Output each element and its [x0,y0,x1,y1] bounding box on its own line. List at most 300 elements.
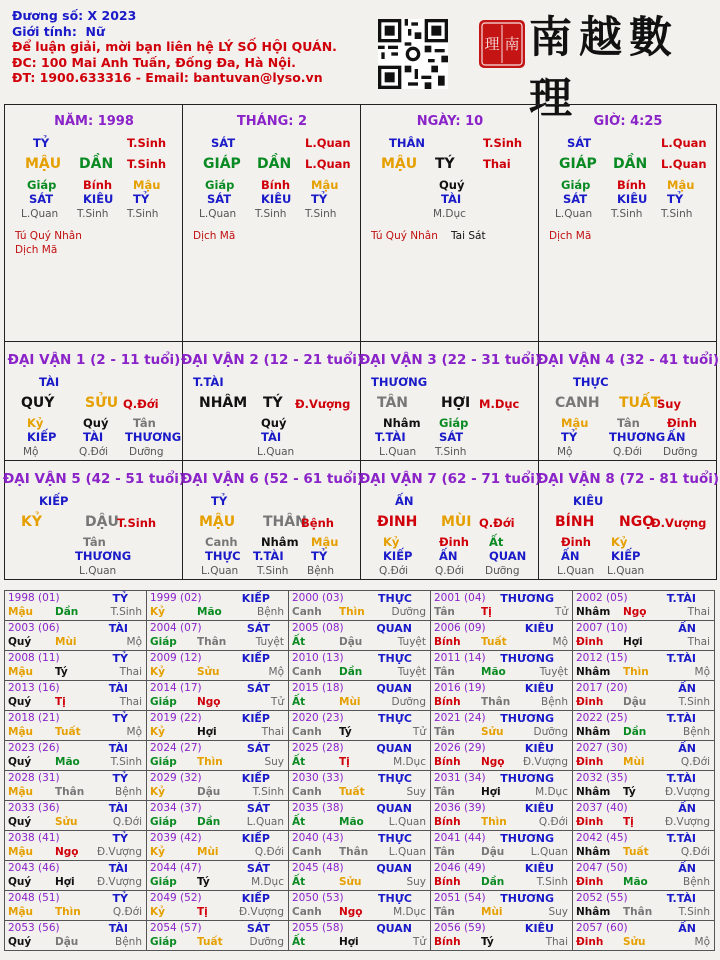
earthly-branch: DẦN [79,156,114,172]
year-branch: Tý [339,726,352,738]
year-cell[interactable] [146,800,289,831]
year-cell[interactable] [288,830,431,861]
hidden-twelve-stage: T.Sinh [255,208,287,220]
subject-name: Đương số: X 2023 [12,8,137,23]
year-cell[interactable] [572,740,715,771]
year-label: 2027 (30) [576,742,628,754]
year-branch: Hợi [623,636,643,648]
year-stem: Kỷ [150,906,165,918]
luck-twelve-stage: T.Sinh [117,516,157,530]
year-label: 2015 (18) [292,682,344,694]
year-stem: Canh [292,726,322,738]
year-twelve-stage: M.Dục [393,756,426,768]
ten-god-stem: SÁT [211,136,236,150]
year-cell[interactable] [146,650,289,681]
year-ten-god: KIÊU [524,862,554,875]
year-stem: Ất [292,636,306,648]
year-branch: Hợi [55,876,75,888]
year-ten-god: SÁT [246,682,270,695]
year-cell[interactable] [288,800,431,831]
year-ten-god: QUAN [376,802,412,815]
year-branch: Tý [197,876,210,888]
hidden-stem: Mậu [311,178,339,192]
year-twelve-stage: Đ.Vượng [664,786,710,798]
year-label: 2039 (42) [150,832,202,844]
year-cell[interactable] [146,710,289,741]
year-cell[interactable] [4,740,147,771]
luck-twelve-stage: Suy [657,397,681,411]
year-cell[interactable] [288,620,431,651]
year-twelve-stage: Bệnh [683,876,710,888]
year-stem: Đinh [576,936,604,948]
year-twelve-stage: Bệnh [541,696,568,708]
heavenly-stem: GIÁP [559,156,597,172]
year-label: 2019 (22) [150,712,202,724]
year-stem: Kỷ [150,846,165,858]
luck-hidden-ten-god: ẤN [439,549,458,563]
luck-hidden-twelve-stage: Mộ [23,446,39,458]
luck-hidden-stem: Quý [83,416,109,430]
year-stem: Giáp [150,936,177,948]
year-cell[interactable] [572,620,715,651]
year-ten-god: THƯƠNG [500,592,554,605]
twelve-stage-branch: Thai [483,157,511,171]
year-branch: Dậu [55,936,79,948]
hidden-twelve-stage: T.Sinh [611,208,643,220]
hidden-twelve-stage: L.Quan [199,208,237,220]
year-twelve-stage: Q.Đới [112,906,142,918]
year-stem: Đinh [576,876,604,888]
year-twelve-stage: Tuyệt [397,636,426,648]
year-label: 2017 (20) [576,682,628,694]
year-branch: Tý [481,936,494,948]
luck-hidden-stem: Mậu [311,535,339,549]
ten-god-stem: SÁT [567,136,592,150]
year-stem: Giáp [150,636,177,648]
year-twelve-stage: Thai [119,696,142,708]
year-label: 2053 (56) [8,922,60,934]
special-star: Dịch Mã [549,230,592,242]
year-ten-god: TỶ [112,712,128,725]
year-label: 2045 (48) [292,862,344,874]
year-stem: Đinh [576,696,604,708]
year-twelve-stage: T.Sinh [678,906,710,918]
year-stem: Quý [8,936,32,948]
year-label: 2044 (47) [150,862,202,874]
year-ten-god: KIẾP [241,832,270,845]
luck-hidden-twelve-stage: Q.Đới [435,565,465,577]
year-cell[interactable] [572,680,715,711]
pillar-box [360,104,539,342]
year-ten-god: QUAN [376,742,412,755]
year-ten-god: QUAN [376,922,412,935]
year-cell[interactable] [4,770,147,801]
year-ten-god: KIÊU [524,682,554,695]
year-cell[interactable] [288,860,431,891]
year-stem: Canh [292,606,322,618]
address-line: ĐC: 100 Mai Anh Tuấn, Đống Đa, Hà Nội. [12,54,296,70]
year-cell[interactable] [4,620,147,651]
luck-ten-god: THỰC [573,375,609,389]
luck-hidden-twelve-stage: T.Sinh [435,446,467,458]
luck-hidden-twelve-stage: L.Quan [201,565,239,577]
twelve-stage-branch: L.Quan [305,157,351,171]
year-ten-god: KIÊU [524,742,554,755]
year-branch: Ngọ [623,606,647,618]
seal-icon [478,19,526,69]
year-stem: Mậu [8,606,34,618]
year-branch: Mùi [55,636,77,648]
luck-branch: TÝ [263,395,283,411]
luck-branch: SỬU [85,395,119,411]
year-label: 1999 (02) [150,592,202,604]
year-ten-god: KIẾP [241,892,270,905]
twelve-stage-branch: L.Quan [661,157,707,171]
year-ten-god: THỰC [378,652,412,665]
year-branch: Thân [55,786,85,798]
year-stem: Nhâm [576,846,611,858]
year-cell[interactable] [572,770,715,801]
year-stem: Quý [8,696,32,708]
pillar-title: GIỜ: 4:25 [593,114,663,129]
year-label: 2050 (53) [292,892,344,904]
year-twelve-stage: L.Quan [388,816,426,828]
year-cell[interactable] [288,920,431,951]
luck-branch: MÙI [441,514,472,530]
year-label: 2055 (58) [292,922,344,934]
hidden-twelve-stage: L.Quan [555,208,593,220]
luck-period-box [2,460,186,580]
year-twelve-stage: Thai [687,636,710,648]
year-ten-god: SÁT [246,742,270,755]
year-branch: Dần [481,876,505,888]
year-cell[interactable] [430,830,573,861]
earthly-branch: DẦN [613,156,648,172]
year-cell[interactable] [430,800,573,831]
year-ten-god: ẤN [678,682,696,695]
pillar-title: NGÀY: 10 [416,114,484,129]
year-label: 1998 (01) [8,592,60,604]
luck-hidden-ten-god: SÁT [439,430,464,444]
year-stem: Kỷ [150,726,165,738]
year-cell[interactable] [572,590,715,621]
luck-hidden-twelve-stage: Q.Đới [379,565,409,577]
luck-hidden-twelve-stage: L.Quan [79,565,117,577]
year-ten-god: THƯƠNG [500,772,554,785]
year-cell[interactable] [572,650,715,681]
year-branch: Tị [55,696,66,708]
ten-god-stem: THÂN [389,136,425,150]
year-cell[interactable] [288,710,431,741]
pillar-title: THÁNG: 2 [236,114,308,129]
year-stem: Canh [292,846,322,858]
year-cell[interactable] [572,830,715,861]
year-label: 2011 (14) [434,652,486,664]
year-cell[interactable] [146,770,289,801]
luck-period-box [536,460,720,580]
year-twelve-stage: Mộ [694,666,710,678]
year-label: 2041 (44) [434,832,486,844]
year-cell[interactable] [4,860,147,891]
luck-hidden-twelve-stage: Dưỡng [663,446,698,458]
year-branch: Hợi [339,936,359,948]
year-label: 2016 (19) [434,682,486,694]
year-stem: Nhâm [576,666,611,678]
year-twelve-stage: Tử [554,606,568,618]
year-ten-god: QUAN [376,682,412,695]
luck-hidden-twelve-stage: Mộ [557,446,573,458]
luck-hidden-ten-god: KIẾP [27,430,57,444]
hidden-stem: Quý [439,178,465,192]
year-cell[interactable] [430,650,573,681]
year-ten-god: QUAN [376,622,412,635]
year-cell[interactable] [430,890,573,921]
year-branch: Ngọ [55,846,79,858]
luck-stem: MẬU [199,514,236,530]
luck-period-box [358,460,542,580]
year-cell[interactable] [288,770,431,801]
year-label: 2000 (03) [292,592,344,604]
year-branch: Sửu [197,666,220,678]
year-branch: Sửu [55,816,78,828]
year-cell[interactable] [288,740,431,771]
year-twelve-stage: M.Dục [393,906,426,918]
year-cell[interactable] [430,680,573,711]
year-cell[interactable] [430,740,573,771]
year-cell[interactable] [146,920,289,951]
year-stem: Mậu [8,786,34,798]
year-twelve-stage: M.Dục [535,786,568,798]
hidden-ten-god: SÁT [563,192,588,206]
year-label: 2028 (31) [8,772,60,784]
year-stem: Đinh [576,816,604,828]
year-label: 2018 (21) [8,712,60,724]
year-cell[interactable] [288,890,431,921]
year-twelve-stage: Suy [264,756,284,768]
year-ten-god: KIẾP [241,592,270,605]
year-ten-god: T.TÀI [666,772,696,785]
year-cell[interactable] [4,680,147,711]
year-stem: Bính [434,696,461,708]
year-cell[interactable] [4,890,147,921]
year-label: 2008 (11) [8,652,60,664]
year-ten-god: THỰC [378,592,412,605]
year-branch: Dần [55,606,79,618]
luck-period-title: ĐẠI VẬN 5 (42 - 51 tuổi) [2,471,186,487]
luck-hidden-ten-god: ẤN [667,430,686,444]
luck-twelve-stage: Đ.Vượng [651,516,707,530]
luck-ten-god: KIÊU [573,494,604,508]
year-twelve-stage: Tử [412,726,426,738]
year-branch: Mùi [339,696,361,708]
year-ten-god: T.TÀI [666,892,696,905]
year-ten-god: THỰC [378,832,412,845]
luck-twelve-stage: Q.Đới [479,516,515,530]
year-twelve-stage: Mộ [552,636,568,648]
year-cell[interactable] [430,620,573,651]
luck-period-box [358,341,542,461]
year-twelve-stage: T.Sinh [110,756,142,768]
year-ten-god: KIÊU [524,622,554,635]
year-label: 2034 (37) [150,802,202,814]
luck-stem: ĐINH [377,514,418,530]
year-branch: Thìn [339,606,365,618]
year-label: 2012 (15) [576,652,628,664]
year-cell[interactable] [146,860,289,891]
year-branch: Hợi [481,786,501,798]
year-stem: Canh [292,786,322,798]
year-twelve-stage: Thai [545,936,568,948]
hidden-stem: Bính [617,178,647,192]
year-label: 2002 (05) [576,592,628,604]
year-branch: Tuất [623,846,649,858]
year-twelve-stage: Bệnh [115,936,142,948]
luck-stem: CANH [555,395,600,411]
hidden-ten-god: TÀI [441,192,462,206]
pillar-title: NĂM: 1998 [54,114,134,129]
year-branch: Tị [197,906,208,918]
year-cell[interactable] [146,890,289,921]
year-cell[interactable] [4,710,147,741]
year-twelve-stage: Tử [412,936,426,948]
year-branch: Mùi [623,756,645,768]
year-stem: Tân [434,726,455,738]
year-ten-god: T.TÀI [666,712,696,725]
year-branch: Tị [339,756,350,768]
luck-hidden-twelve-stage: Dưỡng [129,446,164,458]
year-branch: Mão [623,876,648,888]
twelve-stage-branch: T.Sinh [127,157,167,171]
year-twelve-stage: Q.Đới [680,846,710,858]
year-twelve-stage: Tuyệt [255,636,284,648]
hidden-stem: Giáp [205,178,235,192]
year-twelve-stage: Dưỡng [249,936,284,948]
year-cell[interactable] [4,590,147,621]
year-stem: Tân [434,666,455,678]
luck-hidden-stem: Giáp [439,416,469,430]
luck-branch: NGỌ [619,514,655,530]
year-cell[interactable] [4,920,147,951]
year-cell[interactable] [430,770,573,801]
phone-email-line[interactable]: ĐT: 1900.633316 - Email: bantuvan@lyso.vn [12,70,323,85]
year-stem: Bính [434,876,461,888]
year-twelve-stage: Bệnh [257,606,284,618]
year-label: 2025 (28) [292,742,344,754]
year-stem: Canh [292,666,322,678]
year-cell[interactable] [4,830,147,861]
pillar-box [4,104,183,342]
year-cell[interactable] [146,680,289,711]
year-cell[interactable] [4,800,147,831]
year-stem: Kỷ [150,786,165,798]
year-cell[interactable] [146,830,289,861]
special-star: Dịch Mã [193,230,236,242]
year-cell[interactable] [288,680,431,711]
year-branch: Mão [55,756,80,768]
year-cell[interactable] [430,920,573,951]
luck-hidden-stem: Ất [489,535,504,549]
luck-hidden-stem: Nhâm [383,416,421,430]
luck-ten-god: KIẾP [39,494,69,508]
year-cell[interactable] [288,650,431,681]
luck-hidden-ten-god: T.TÀI [375,430,406,444]
year-ten-god: ẤN [678,622,696,635]
year-ten-god: THƯƠNG [500,652,554,665]
heavenly-stem: MẬU [25,156,62,172]
year-branch: Dậu [197,786,221,798]
luck-hidden-twelve-stage: L.Quan [379,446,417,458]
year-label: 2007 (10) [576,622,628,634]
year-twelve-stage: Bệnh [115,786,142,798]
year-cell[interactable] [4,650,147,681]
year-cell[interactable] [572,890,715,921]
year-cell[interactable] [572,920,715,951]
hidden-ten-god: TỶ [667,192,684,206]
year-ten-god: TÀI [108,922,128,935]
year-stem: Giáp [150,816,177,828]
luck-hidden-ten-god: KIẾP [611,549,641,563]
qr-code-icon[interactable] [378,19,448,89]
year-ten-god: TÀI [108,742,128,755]
luck-hidden-twelve-stage: Q.Đới [79,446,109,458]
luck-stem: BÍNH [555,514,595,530]
hidden-twelve-stage: T.Sinh [305,208,337,220]
luck-stem: QUÝ [21,395,55,411]
year-cell[interactable] [146,620,289,651]
year-twelve-stage: Q.Đới [254,846,284,858]
luck-ten-god: TỶ [211,494,228,508]
year-cell[interactable] [146,740,289,771]
year-stem: Ất [292,696,306,708]
twelve-stage-stem: T.Sinh [483,136,523,150]
year-ten-god: TÀI [108,622,128,635]
year-label: 2032 (35) [576,772,628,784]
year-stem: Ất [292,756,306,768]
year-twelve-stage: Mộ [126,726,142,738]
year-label: 2056 (59) [434,922,486,934]
year-ten-god: THƯƠNG [500,832,554,845]
year-cell[interactable] [288,590,431,621]
year-ten-god: KIÊU [524,802,554,815]
year-branch: Dần [623,726,647,738]
luck-period-title: ĐẠI VẬN 6 (52 - 61 tuổi) [180,471,364,487]
hidden-ten-god: KIÊU [83,192,114,206]
luck-hidden-stem: Đinh [439,535,469,549]
year-stem: Đinh [576,756,604,768]
year-twelve-stage: Q.Đới [112,816,142,828]
year-cell[interactable] [572,800,715,831]
year-stem: Giáp [150,696,177,708]
year-cell[interactable] [146,590,289,621]
year-cell[interactable] [572,860,715,891]
year-label: 2001 (04) [434,592,486,604]
year-label: 2040 (43) [292,832,344,844]
year-cell[interactable] [430,710,573,741]
year-cell[interactable] [430,860,573,891]
year-stem: Bính [434,756,461,768]
year-label: 2022 (25) [576,712,628,724]
year-label: 2005 (08) [292,622,344,634]
year-cell[interactable] [572,710,715,741]
year-cell[interactable] [430,590,573,621]
year-ten-god: T.TÀI [666,652,696,665]
year-label: 2030 (33) [292,772,344,784]
luck-hidden-twelve-stage: L.Quan [557,565,595,577]
luck-hidden-stem: Mậu [561,416,589,430]
year-ten-god: TÀI [108,682,128,695]
year-twelve-stage: Đ.Vượng [664,816,710,828]
luck-branch: THÂN [263,514,307,530]
